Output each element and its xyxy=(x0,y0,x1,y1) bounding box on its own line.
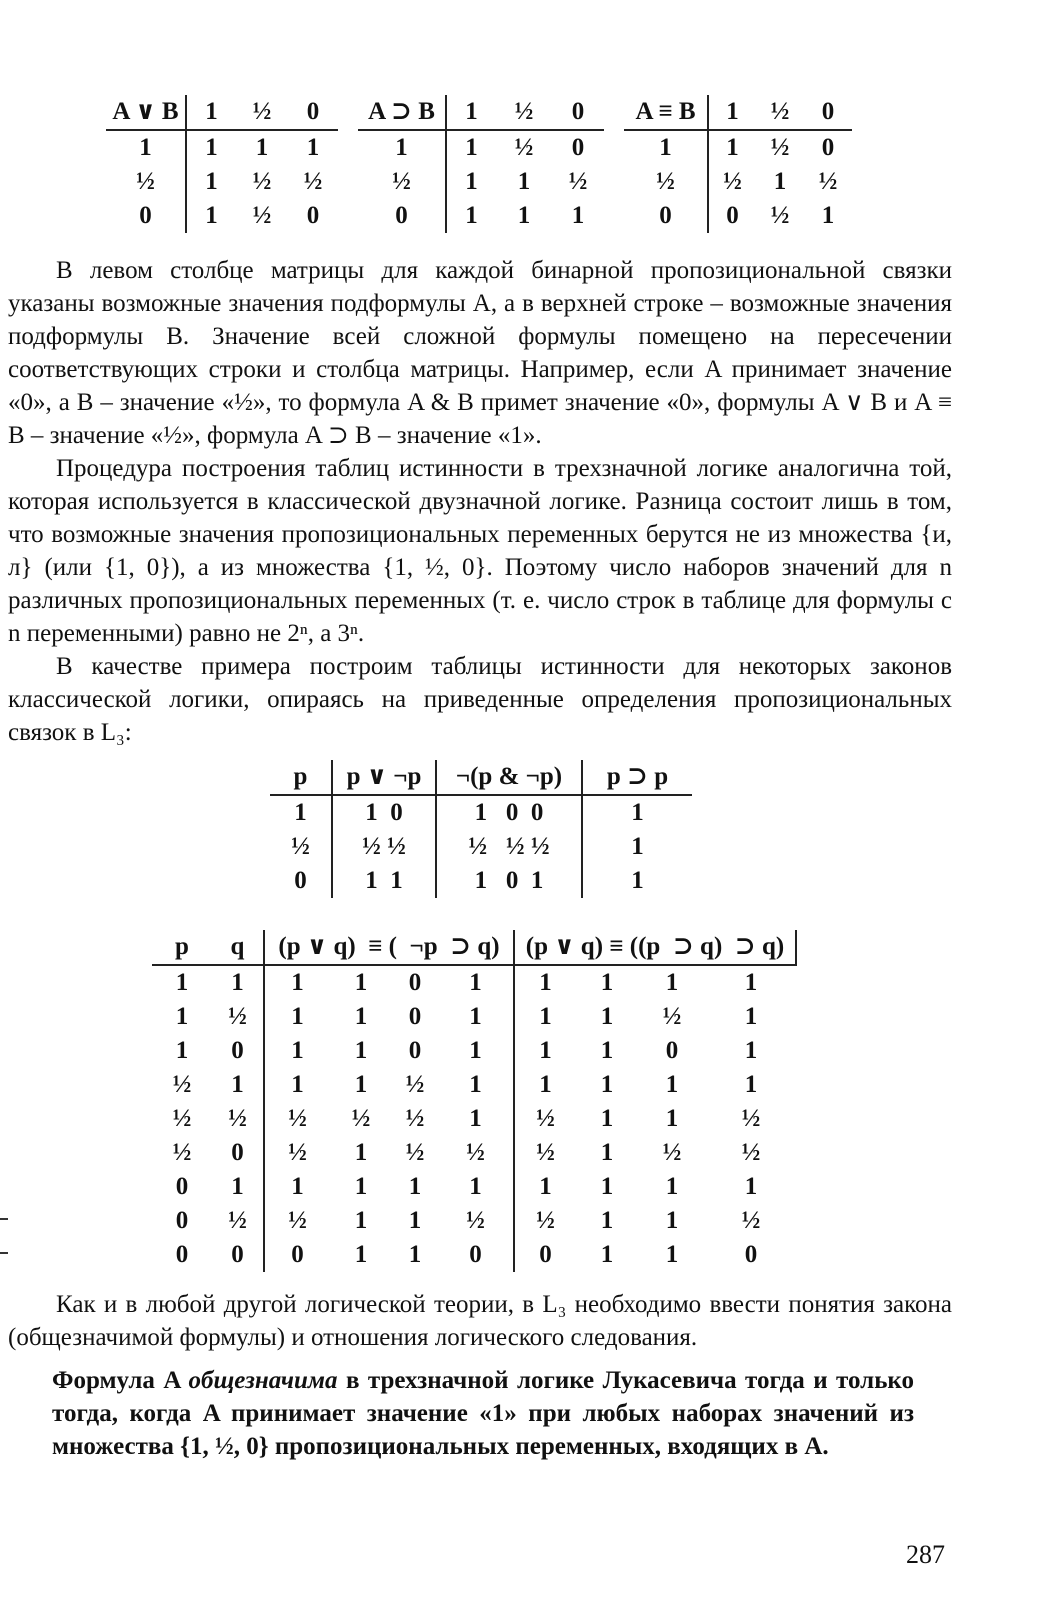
table-cell: 0 xyxy=(175,1241,189,1268)
disjunction-matrix xyxy=(106,95,338,233)
matrix-cell: 1 xyxy=(205,134,218,161)
table-cell: 1 xyxy=(354,969,368,996)
table-cell: 1 xyxy=(514,965,576,1000)
matrix-header-cell: 0 xyxy=(288,95,338,130)
table-cell: 1 xyxy=(354,1207,368,1234)
table-cell: 0 xyxy=(175,1207,189,1234)
table-cell: 1 1 xyxy=(332,864,436,898)
matrix-cell: ½ xyxy=(303,168,323,195)
table-cell: ½ xyxy=(228,1207,247,1234)
matrix-cell: ½ xyxy=(770,134,790,161)
definition-pre: Формула A xyxy=(52,1367,189,1394)
table-cell: 1 xyxy=(744,1071,758,1098)
table-cell: 1 xyxy=(665,1241,679,1268)
table-row xyxy=(106,199,338,233)
matrix-cell: 0 xyxy=(726,202,739,229)
table-cell: 1 xyxy=(469,1003,482,1030)
table-cell: 1 xyxy=(631,799,644,826)
table-cell: 1 xyxy=(354,1241,368,1268)
table-cell: ½ xyxy=(662,1139,682,1166)
page-number: 287 xyxy=(906,1540,945,1569)
table-cell: ½ xyxy=(228,1003,247,1030)
matrix-cell: 1 xyxy=(773,168,787,195)
table-cell: 1 xyxy=(469,1037,482,1064)
definition-emphasis: общезначима xyxy=(188,1367,338,1394)
matrix-cell: ½ xyxy=(770,202,790,229)
matrix-cell: 1 xyxy=(517,168,531,195)
table-cell: 0 xyxy=(231,1139,244,1166)
matrix-header-cell: 0 xyxy=(552,95,604,130)
table-cell: 1 xyxy=(514,1034,576,1068)
table-cell: 1 xyxy=(744,969,758,996)
matrix-cell: ½ xyxy=(818,168,838,195)
table-cell: ½ ½ xyxy=(332,830,436,864)
table-row xyxy=(152,965,796,1000)
table-cell: 1 xyxy=(469,1071,482,1098)
table-cell: ½ xyxy=(264,1204,330,1238)
matrix-header-cell: ½ xyxy=(756,95,804,130)
matrix-cell: 1 xyxy=(821,202,835,229)
table-cell: 0 xyxy=(408,1003,422,1030)
matrix-header-cell: 1 xyxy=(446,95,496,130)
table-cell: 1 xyxy=(175,969,189,996)
table-row xyxy=(106,130,338,165)
matrix-cell: ½ xyxy=(624,165,708,199)
table-cell: ½ xyxy=(741,1207,761,1234)
table-cell: 1 xyxy=(231,1173,244,1200)
table-cell: 1 xyxy=(600,1071,614,1098)
matrix-header-cell: 1 xyxy=(186,95,236,130)
matrix-cell: 1 xyxy=(726,134,739,161)
table-header-cell: q xyxy=(212,930,264,965)
table-cell: 1 xyxy=(665,1105,679,1132)
paragraph-law-concept: Как и в любой другой логической теории, в L₃ необходимо ввести понятия закона (общезначимой формулы) и отношения логического следования. xyxy=(8,1291,952,1351)
matrix-header-cell: 1 xyxy=(708,95,756,130)
table-cell: 1 xyxy=(631,833,644,860)
margin-mark xyxy=(0,1218,8,1220)
table-cell: 1 xyxy=(744,1037,758,1064)
paragraph-procedure: Процедура построения таблиц истинности в трехзначной логике аналогична той, которая используется в классической двузначной логике. Разница состоит лишь в том, что возможные значения пропозициональных переменных берутся не из множества {и, л} (или {1, 0}), а из множества {1, ½, 0}. Поэтому число наборов значений для n различных пропозициональных переменных (т. е. число строк в таблице для формулы с n переменными) равно не 2ⁿ, а 3ⁿ. xyxy=(8,455,952,647)
table-cell: ½ xyxy=(172,1105,192,1132)
table-cell: 1 xyxy=(600,1037,614,1064)
table-cell: 1 xyxy=(469,1173,482,1200)
matrix-header-cell: A ≡ B xyxy=(624,95,708,130)
table-cell: 1 xyxy=(408,1207,422,1234)
table-cell: ½ xyxy=(405,1071,425,1098)
table-cell: 1 xyxy=(600,1173,614,1200)
table-cell: 1 xyxy=(175,1037,189,1064)
table-cell: 1 xyxy=(469,1105,482,1132)
table-header-cell: (p ∨ q) ≡ ( ¬p ⊃ q) xyxy=(264,930,514,965)
matrix-cell: 1 xyxy=(571,202,585,229)
table-row xyxy=(152,1238,796,1272)
table-cell: ½ ½ ½ xyxy=(436,830,582,864)
table-cell: 1 xyxy=(354,1071,368,1098)
table-cell: 1 xyxy=(665,1173,679,1200)
table-row xyxy=(152,1170,796,1204)
table-cell: 1 xyxy=(600,1207,614,1234)
matrix-cell: ½ xyxy=(568,168,588,195)
table-cell: 1 xyxy=(665,1071,679,1098)
matrix-cell: 1 xyxy=(624,130,708,165)
table-cell: ½ xyxy=(514,1102,576,1136)
table-cell: 1 0 0 xyxy=(436,795,582,830)
table-cell: 1 xyxy=(264,1068,330,1102)
equivalence-matrix xyxy=(624,95,852,233)
truth-table-p xyxy=(270,760,692,898)
matrix-header-cell: ½ xyxy=(496,95,552,130)
matrix-cell: 0 xyxy=(571,134,585,161)
table-cell: 1 xyxy=(354,1139,368,1166)
matrix-cell: 1 xyxy=(465,134,478,161)
table-cell: 1 xyxy=(264,965,330,1000)
table-cell: 1 xyxy=(354,1003,368,1030)
matrix-header-cell: A ∨ B xyxy=(106,95,186,130)
matrix-cell: 1 xyxy=(205,202,218,229)
table-cell: 1 xyxy=(264,1170,330,1204)
table-cell: 1 xyxy=(514,1000,576,1034)
table-cell: 1 xyxy=(600,1241,614,1268)
table-cell: 1 xyxy=(264,1034,330,1068)
table-header-cell: (p ∨ q) ≡ ((p ⊃ q) ⊃ q) xyxy=(514,930,796,965)
matrix-cell: 0 xyxy=(106,199,186,233)
matrix-cell: ½ xyxy=(252,202,272,229)
implication-matrix xyxy=(358,95,604,233)
table-cell: 0 xyxy=(744,1241,758,1268)
matrix-cell: ½ xyxy=(723,168,742,195)
table-row xyxy=(624,130,852,165)
definition-post: в трехзначной логике Лукасевича тогда и только тогда, когда A принимает значение «1» при любых наборах значений из множества {1, ½, 0} пропозициональных переменных, входящих в A. xyxy=(52,1367,915,1460)
table-header-cell: ¬(p & ¬p) xyxy=(436,760,582,795)
table-cell: ½ xyxy=(228,1105,247,1132)
table-cell: 1 xyxy=(408,1173,422,1200)
table-cell: 1 xyxy=(175,1003,189,1030)
truth-table-pq xyxy=(152,930,797,1272)
table-cell: ½ xyxy=(405,1139,425,1166)
table-cell: 1 xyxy=(231,969,244,996)
table-cell: 1 xyxy=(231,1071,244,1098)
matrix-cell: 1 xyxy=(205,168,218,195)
table-cell: ½ xyxy=(466,1139,485,1166)
table-cell: ½ xyxy=(741,1105,761,1132)
table-cell: 1 xyxy=(354,1037,368,1064)
table-cell: 1 xyxy=(354,1173,368,1200)
matrix-cell: 1 xyxy=(106,130,186,165)
table-row xyxy=(152,1204,796,1238)
table-row xyxy=(270,830,692,864)
paragraph-matrix-explanation: В левом столбце матрицы для каждой бинарной пропозициональной связки указаны возможные значения подформулы A, а в верхней строке – возможные значения подформулы B. Значение всей сложной формулы помещено на пересечении соответствующих строки и столбца матрицы. Например, если A принимает значение «0», а B – значение «½», то формула A & B примет значение «0», формулы A ∨ B и A ≡ B – значение «½», формула A ⊃ B – значение «1». xyxy=(8,257,952,449)
definition-validity xyxy=(52,1364,914,1463)
table-header-cell: p ∨ ¬p xyxy=(332,760,436,795)
table-cell: 1 xyxy=(514,1068,576,1102)
table-row xyxy=(624,199,852,233)
matrix-header-cell: ½ xyxy=(236,95,288,130)
table-cell: 1 xyxy=(600,969,614,996)
margin-mark xyxy=(0,1252,8,1254)
table-row xyxy=(358,199,604,233)
table-cell: 0 xyxy=(408,969,422,996)
table-row xyxy=(152,1136,796,1170)
matrix-cell: 1 xyxy=(358,130,446,165)
table-row xyxy=(270,864,692,898)
matrix-cell: ½ xyxy=(106,165,186,199)
paragraph-example-intro: В качестве примера построим таблицы истинности для некоторых законов классической логики, опираясь на приведенные определения пропозициональных связок в L₃: xyxy=(8,653,952,746)
table-cell: 1 xyxy=(408,1241,422,1268)
table-cell: 1 xyxy=(264,1000,330,1034)
table-row xyxy=(152,1034,796,1068)
table-cell: ½ xyxy=(514,1136,576,1170)
table-row xyxy=(106,165,338,199)
table-cell: 1 0 xyxy=(332,795,436,830)
table-cell: ½ xyxy=(351,1105,371,1132)
table-cell: 0 xyxy=(665,1037,679,1064)
table-row xyxy=(152,1068,796,1102)
table-cell: 1 xyxy=(631,867,644,894)
table-cell: 1 xyxy=(744,1173,758,1200)
matrix-cell: 0 xyxy=(358,199,446,233)
matrix-cell: 1 xyxy=(306,134,320,161)
table-row xyxy=(152,1102,796,1136)
matrix-cell: 1 xyxy=(517,202,531,229)
table-cell: 0 xyxy=(270,864,332,898)
table-cell: 1 xyxy=(270,795,332,830)
table-row xyxy=(358,165,604,199)
table-cell: 1 xyxy=(600,1003,614,1030)
table-cell: ½ xyxy=(270,830,332,864)
table-cell: 0 xyxy=(231,1241,244,1268)
matrix-cell: 1 xyxy=(465,202,478,229)
matrix-cell: 1 xyxy=(465,168,478,195)
table-cell: 0 xyxy=(408,1037,422,1064)
table-cell: ½ xyxy=(264,1102,330,1136)
table-cell: 1 xyxy=(600,1105,614,1132)
matrix-cell: 0 xyxy=(624,199,708,233)
table-cell: ½ xyxy=(264,1136,330,1170)
table-cell: ½ xyxy=(172,1139,192,1166)
table-cell: 1 xyxy=(600,1139,614,1166)
table-cell: 1 0 1 xyxy=(436,864,582,898)
table-cell: ½ xyxy=(405,1105,425,1132)
table-cell: 0 xyxy=(175,1173,189,1200)
table-cell: 1 xyxy=(744,1003,758,1030)
table-cell: 0 xyxy=(514,1238,576,1272)
table-cell: 1 xyxy=(514,1170,576,1204)
table-cell: 1 xyxy=(469,969,482,996)
table-row xyxy=(270,795,692,830)
table-row xyxy=(624,165,852,199)
matrix-cell: 1 xyxy=(255,134,269,161)
table-header-cell: p xyxy=(270,760,332,795)
table-header-cell: p ⊃ p xyxy=(582,760,692,795)
table-cell: ½ xyxy=(172,1071,192,1098)
table-cell: 1 xyxy=(665,969,679,996)
matrix-cell: ½ xyxy=(514,134,534,161)
matrix-cell: ½ xyxy=(252,168,272,195)
matrix-cell: 0 xyxy=(306,202,320,229)
table-cell: ½ xyxy=(662,1003,682,1030)
table-cell: ½ xyxy=(466,1207,485,1234)
table-cell: 0 xyxy=(264,1238,330,1272)
table-cell: ½ xyxy=(741,1139,761,1166)
table-row xyxy=(358,130,604,165)
table-cell: 0 xyxy=(469,1241,482,1268)
matrix-cell: 0 xyxy=(821,134,835,161)
table-cell: 1 xyxy=(665,1207,679,1234)
table-header-cell: p xyxy=(152,930,212,965)
table-cell: 0 xyxy=(231,1037,244,1064)
table-row xyxy=(152,1000,796,1034)
matrix-header-cell: 0 xyxy=(804,95,852,130)
matrix-header-cell: A ⊃ B xyxy=(358,95,446,130)
matrix-cell: ½ xyxy=(358,165,446,199)
table-cell: ½ xyxy=(514,1204,576,1238)
